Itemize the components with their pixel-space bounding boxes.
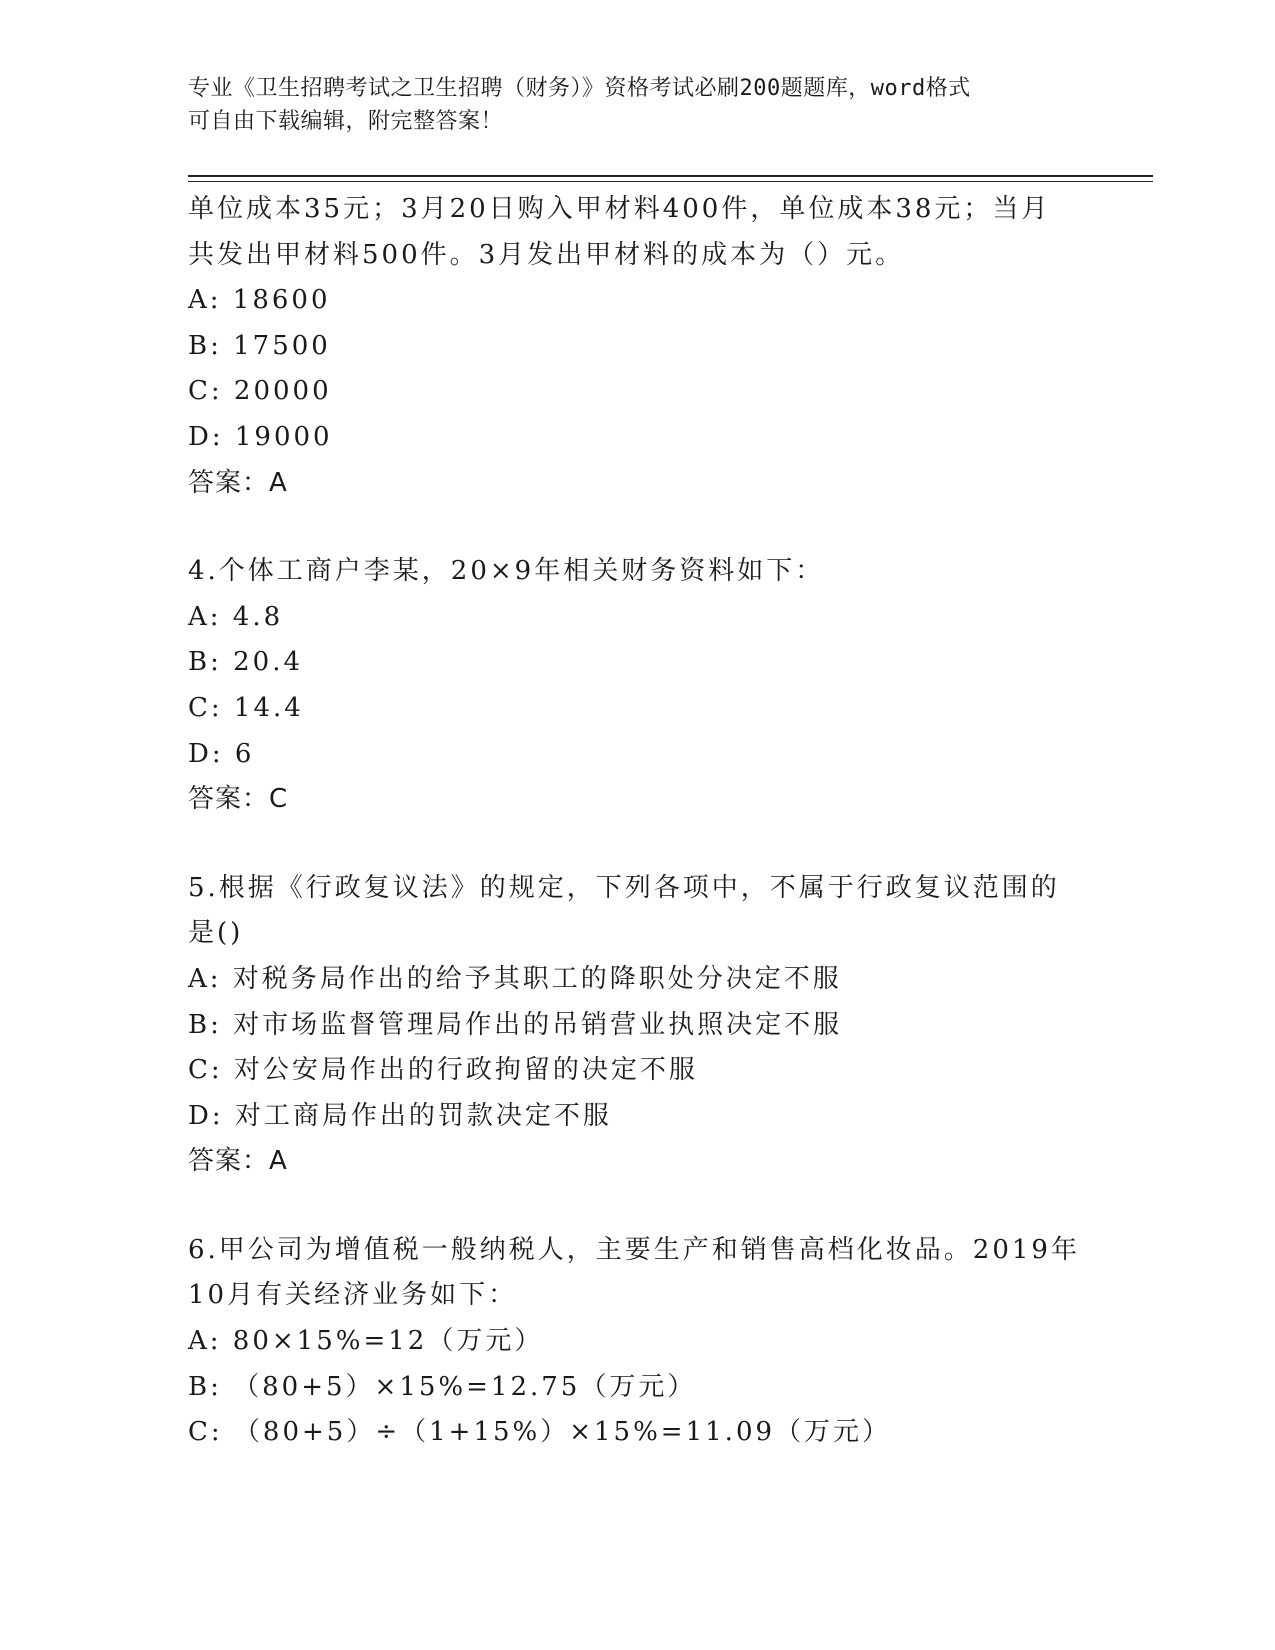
answer-line: 答案：A [188,467,288,498]
question-text-line: 是() [188,918,244,949]
question-text-line: 5.根据《行政复议法》的规定，下列各项中，不属于行政复议范围的 [188,872,1060,903]
question-text-line: 共发出甲材料500件。3月发出甲材料的成本为（）元。 [188,239,905,270]
question-block-5 [188,866,1068,1185]
option-b: B: 对市场监督管理局作出的吊销营业执照决定不服 [188,1009,843,1040]
question-block-6 [188,1228,1080,1456]
option-a: A: 4.8 [188,601,284,632]
option-d: D: 19000 [188,421,333,452]
option-a: A: 80×15%=12（万元） [188,1326,544,1357]
header-divider-thick [188,175,1153,177]
option-d: D: 对工商局作出的罚款决定不服 [188,1100,612,1131]
option-b: B: 17500 [188,330,331,361]
option-c: C: 20000 [188,376,332,407]
header-title-line-2: 可自由下载编辑，附完整答案！ [188,109,504,134]
question-block-4 [188,549,1068,823]
spacer [188,506,1068,549]
option-b: B: 20.4 [188,647,304,678]
question-text-line: 10月有关经济业务如下： [188,1280,518,1311]
answer-line: 答案：C [188,784,289,815]
option-a: A: 对税务局作出的给予其职工的降职处分决定不服 [188,963,842,994]
spacer [188,1185,1068,1228]
option-c: C: 对公安局作出的行政拘留的决定不服 [188,1055,698,1086]
spacer [188,823,1068,866]
question-text-line: 6.甲公司为增值税一般纳税人，主要生产和销售高档化妆品。2019年 [188,1234,1080,1265]
option-d: D: 6 [188,738,255,769]
question-text-line: 单位成本35元；3月20日购入甲材料400件，单位成本38元；当月 [188,194,1051,224]
option-c: C: 14.4 [188,692,304,723]
option-b: B: （80+5）×15%=12.75（万元） [188,1371,697,1402]
question-text-line: 4.个体工商户李某，20×9年相关财务资料如下： [188,556,825,587]
header-divider-thin [188,181,1153,182]
option-a: A: 18600 [188,285,331,316]
document-body [188,187,1080,1456]
header-title-line-1: 专业《卫生招聘考试之卫生招聘（财务）》资格考试必刷200题题库，word格式 [188,76,971,101]
answer-line: 答案：A [188,1146,288,1177]
question-block-continued [188,187,1068,506]
option-c: C: （80+5）÷（1+15%）×15%=11.09（万元） [188,1417,892,1448]
page-header [188,72,1068,138]
